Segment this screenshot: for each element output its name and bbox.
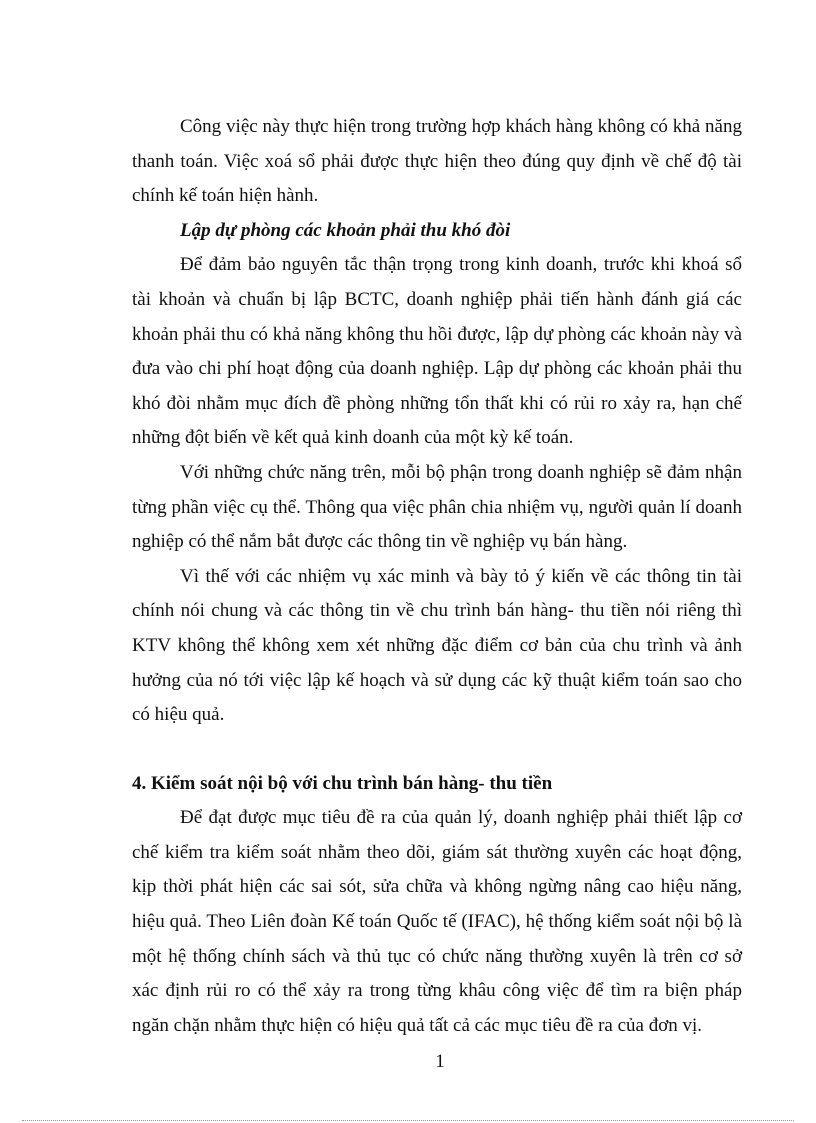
paragraph-prudence: Để đảm bảo nguyên tắc thận trọng trong kinh doanh, trước khi khoá sổ tài khoản và chuẩn bị lập BCTC, doanh nghiệp phải tiến hành đánh giá các khoản phải thu có khả năng không thu hồi được, lập dự phòng các khoản này và đưa vào chi phí hoạt động của doanh nghiệp. Lập dự phòng các khoản phải thu khó đòi nhằm mục đích đề phòng những tổn thất khi có rủi ro xảy ra, hạn chế những đột biến về kết quả kinh doanh của một kỳ kế toán. [132,254,742,449]
paragraph-write-off: Công việc này thực hiện trong trường hợp khách hàng không có khả năng thanh toán. Việc xoá sổ phải được thực hiện theo đúng quy định về chế độ tài chính kế toán hiện hành. [132,116,742,207]
page-number: 1 [435,1051,445,1072]
document-body [132,110,742,1043]
section-heading-internal-control: 4. Kiểm soát nội bộ với chu trình bán hàng- thu tiền [132,772,553,794]
page-bottom-divider [22,1120,794,1121]
subheading-doubtful-receivables: Lập dự phòng các khoản phải thu khó đòi [180,219,511,241]
paragraph-functions: Với những chức năng trên, mỗi bộ phận trong doanh nghiệp sẽ đảm nhận từng phần việc cụ thể. Thông qua việc phân chia nhiệm vụ, người quản lí doanh nghiệp có thể nắm bắt được các thông tin về nghiệp vụ bán hàng. [132,461,742,553]
paragraph-ktv: Vì thế với các nhiệm vụ xác minh và bày tỏ ý kiến về các thông tin tài chính nói chung và các thông tin về chu trình bán hàng- thu tiền nói riêng thì KTV không thể không xem xét những đặc điểm cơ bản của chu trình và ảnh hưởng của nó tới việc lập kế hoạch và sử dụng các kỹ thuật kiểm toán sao cho có hiệu quả. [132,565,742,726]
paragraph-internal-control: Để đạt được mục tiêu đề ra của quản lý, doanh nghiệp phải thiết lập cơ chế kiểm tra kiểm soát nhằm theo dõi, giám sát thường xuyên các hoạt động, kịp thời phát hiện các sai sót, sửa chữa và không ngừng nâng cao hiệu năng, hiệu quả. Theo Liên đoàn Kế toán Quốc tế (IFAC), hệ thống kiểm soát nội bộ là một hệ thống chính sách và thủ tục có chức năng thường xuyên là trên cơ sở xác định rủi ro có thể xảy ra trong từng khâu công việc để tìm ra biện pháp ngăn chặn nhằm thực hiện có hiệu quả tất cả các mục tiêu đề ra của đơn vị. [132,807,742,1036]
